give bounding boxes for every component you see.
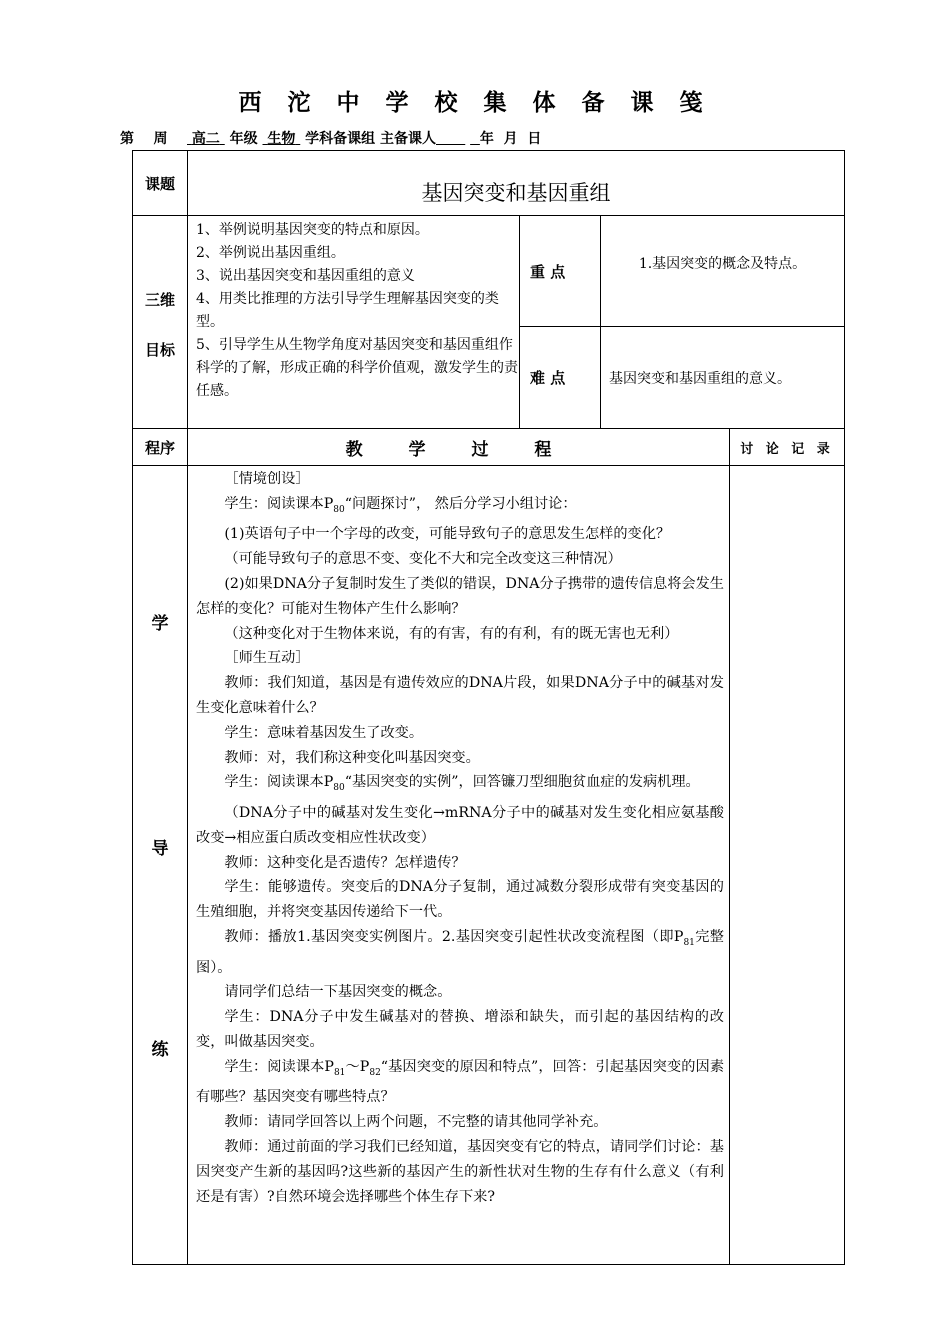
grade-value: 高二 [191, 131, 220, 147]
process-paragraph: (1)英语句子中一个字母的改变，可能导致句子的意思发生怎样的变化？ [224, 526, 671, 543]
process-header: 教 学 过 程 [345, 439, 572, 460]
process-paragraph: 学生：能够遗传。突变后的DNA分子复制，通过减数分裂形成带有突变基因的生殖细胞，并将突变基因传递给下一代。 [196, 879, 724, 921]
goal-item: 3、说出基因突变和基因重组的意义 [196, 268, 415, 284]
process-paragraph: ［情境创设］ [224, 471, 310, 487]
process-paragraph: 学生：DNA分子中发生碱基对的替换、增添和缺失，而引起的基因结构的改变，叫做基因突变。 [196, 1009, 724, 1051]
process-paragraph: （这种变化对于生物体来说，有的有害，有的有利，有的既无害也无利） [224, 625, 679, 642]
goal-item: 1、举例说明基因突变的特点和原因。 [196, 222, 429, 238]
process-paragraph: ［师生互动］ [224, 650, 310, 667]
process-paragraph: 教师：我们知道，基因是有遗传效应的DNA片段，如果DNA分子中的碱基对发生变化意味着什么？ [196, 675, 724, 716]
process-paragraph: （可能导致句子的意思不变、变化不大和完全改变这三种情况） [224, 551, 622, 568]
topic-label: 课题 [144, 174, 175, 193]
subject-label: 学科备课组 主备课人 [300, 131, 436, 147]
process-paragraph: 学生：阅读课本$P_{81}\sim P_{82}“$基因突变的原因和特点”，回答：引起基因突变的因素有哪些？基因突变有哪些特点？ [196, 1058, 725, 1106]
process-paragraph: 教师：这种变化是否遗传？怎样遗传？ [224, 854, 466, 871]
difficult-point-label: 难 点 [530, 369, 566, 387]
process-paragraph: 学生：阅读课本$P_{80}“$问题探讨”， 然后分学习小组讨论： [224, 495, 577, 515]
process-paragraph: 教师：请同学回答以上两个问题，不完整的请其他同学补充。 [224, 1114, 608, 1131]
goal-item: 2、举例说出基因重组。 [196, 245, 345, 261]
process-paragraph: 教师：播放1.基因突变实例图片。2.基因突变引起性状改变流程图（即$P_{81}$完整图）。 [196, 929, 724, 976]
process-paragraph: （DNA分子中的碱基对发生变化→mRNA分子中的碱基对发生变化相应氨基酸改变→相应蛋白质改变相应性状改变） [196, 805, 724, 846]
process-paragraph: 学生：意味着基因发生了改变。 [224, 724, 424, 741]
goals-list [196, 219, 518, 403]
grade-label: 年级 [224, 131, 263, 147]
page-title: 西 沱 中 学 校 集 体 备 课 笺 [238, 90, 712, 116]
process-paragraph: 请同学们总结一下基因突变的概念。 [224, 984, 452, 1001]
goal-item: 4、用类比推理的方法引导学生理解基因突变的类型。 [196, 291, 499, 330]
process-paragraph: (2)如果DNA分子复制时发生了类似的错误，DNA分子携带的遗传信息将会发生怎样的变化？可能对生物体产生什么影响？ [196, 576, 724, 617]
process-content [196, 467, 724, 1209]
topic-title: 基因突变和基因重组 [421, 181, 611, 205]
discussion-header: 讨 论 记 录 [740, 441, 834, 457]
date-label: 年 月 日 [479, 131, 542, 147]
process-paragraph: 教师：对，我们称这种变化叫基因突变。 [224, 749, 480, 766]
goals-label-2: 目标 [144, 340, 175, 359]
process-paragraph: 教师：通过前面的学习我们已经知道，基因突变有它的特点，请同学们讨论：基因突变产生新的基因吗?这些新的基因产生的新性状对生物的生存有什么意义（有利还是有害）?自然环境会选择哪些个体生存下来? [196, 1139, 724, 1205]
procedure-label: 程序 [144, 438, 175, 457]
goal-item: 5、引导学生从生物学角度对基因突变和基因重组作科学的了解，形成正确的科学价值观，激发学生的责任感。 [196, 337, 518, 399]
key-point-text: 1.基因突变的概念及特点。 [638, 256, 807, 272]
side-label-guide: 导 [151, 838, 169, 859]
header-meta [120, 128, 541, 148]
difficult-point-text: 基因突变和基因重组的意义。 [609, 370, 791, 387]
side-label-study: 学 [151, 613, 169, 634]
process-paragraph: 学生：阅读课本$P_{80}“$基因突变的实例”，回答镰刀型细胞贫血症的发病机理。 [224, 774, 700, 794]
side-label-practice: 练 [151, 1039, 169, 1060]
goals-label-1: 三维 [144, 290, 175, 309]
subject-value: 生物 [267, 131, 296, 147]
week-label: 第 周 [120, 131, 168, 147]
key-point-label: 重 点 [530, 262, 566, 281]
